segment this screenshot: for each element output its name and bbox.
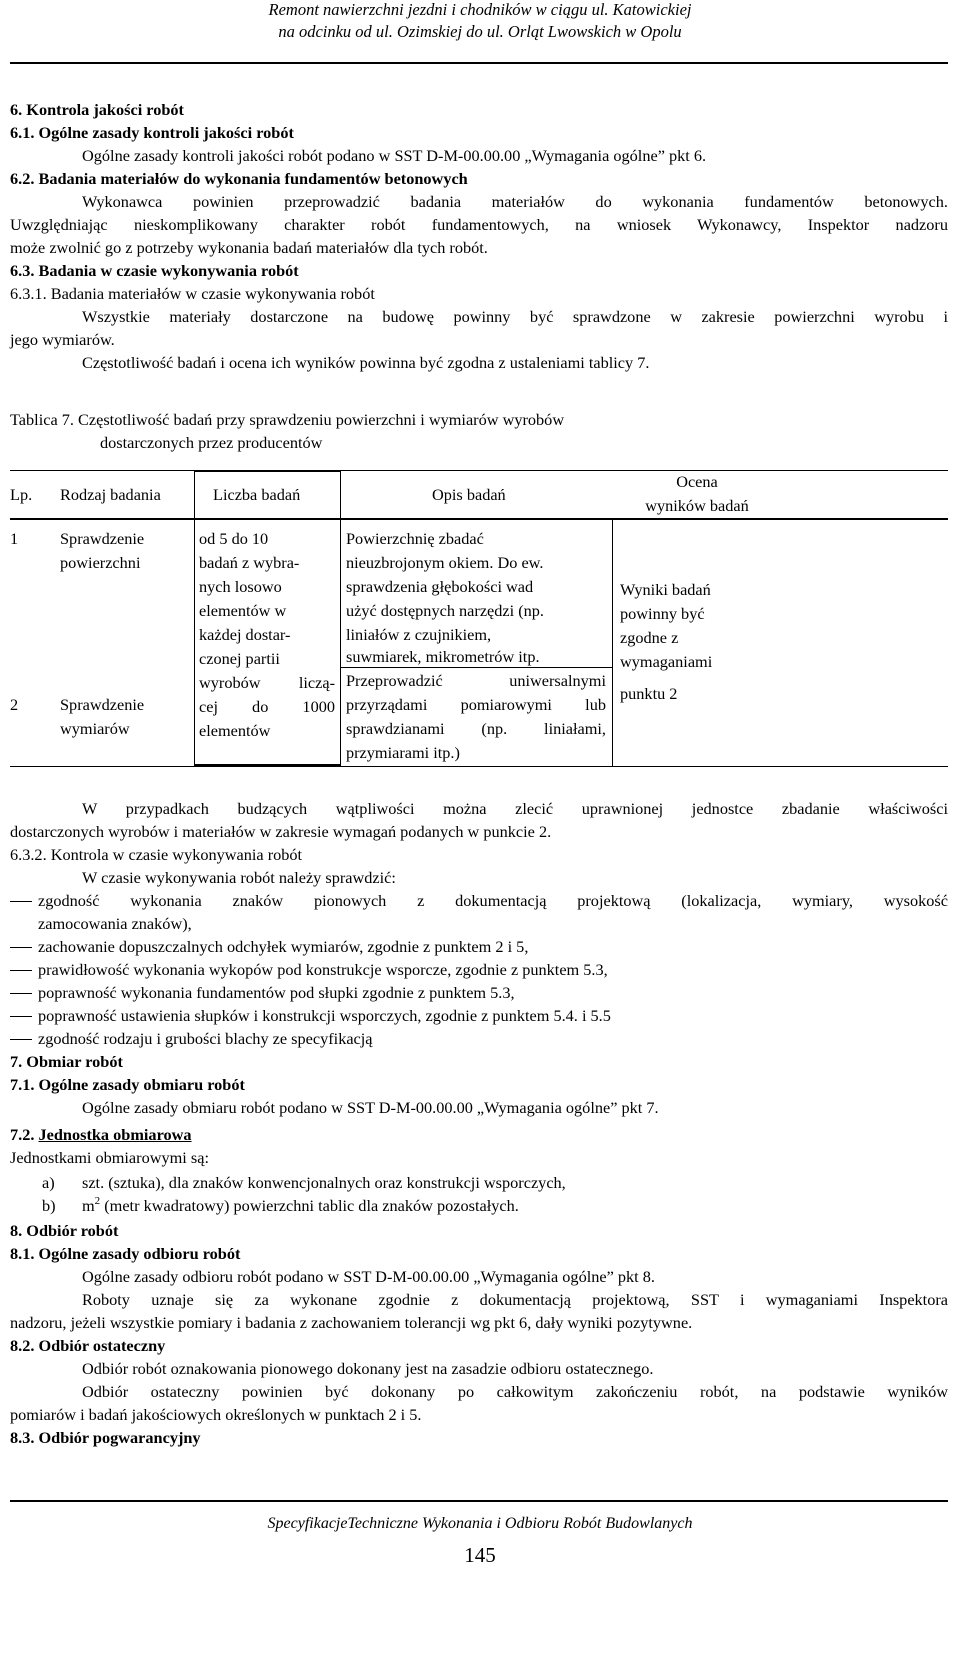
- row-2-rodzaj-line-2: wymiarów: [60, 719, 130, 738]
- section-6-3-1-paragraph-1b: jego wymiarów.: [10, 330, 115, 349]
- dash-icon: [10, 901, 32, 902]
- liczba-line-9: elementów: [199, 721, 271, 740]
- header-ocena: Ocena: [676, 472, 718, 491]
- table-header-border: [10, 518, 948, 520]
- header-line-1: Remont nawierzchni jezdni i chodników w ciągu ul. Katowickiej: [268, 0, 692, 19]
- liczba-line-5: każdej dostar-: [199, 625, 291, 644]
- liczba-column-left: [194, 470, 195, 766]
- section-7-title: 7. Obmiar robót: [10, 1052, 123, 1071]
- header-rule: [10, 62, 948, 64]
- list-label-a: a): [42, 1173, 55, 1192]
- footer-text: SpecyfikacjeTechniczne Wykonania i Odbioru Robót Budowlanych: [267, 1515, 693, 1532]
- table-caption-line-2: dostarczonych przez producentów: [100, 433, 323, 452]
- check-item-1b: zamocowania znaków),: [38, 914, 192, 933]
- row-2-opis-line-2: przyrządami pomiarowymi lub: [346, 695, 606, 714]
- header-lp: Lp.: [10, 485, 33, 504]
- dash-icon: [10, 993, 32, 994]
- section-6-2-paragraph-2b: może zwolnić go z potrzeby wykonania badań materiałów dla tych robót.: [10, 238, 488, 257]
- section-8-2-paragraph-2b: pomiarów i badań jakościowych określonych w punktach 2 i 5.: [10, 1405, 422, 1424]
- row-1-opis-line-5: liniałów z czujnikiem,: [346, 625, 492, 644]
- table-bottom-border: [10, 766, 948, 767]
- row-1-rodzaj-line-2: powierzchni: [60, 553, 141, 572]
- row-2-rodzaj-line-1: Sprawdzenie: [60, 695, 145, 714]
- section-6-2-paragraph-2a: Uwzględniając nieskomplikowany charakter robót fundamentowych, na wniosek Wykonawcy, Inspektor nadzoru: [10, 215, 948, 234]
- section-8-1-title: 8.1. Ogólne zasady odbioru robót: [10, 1244, 241, 1263]
- section-6-1-text: Ogólne zasady kontroli jakości robót podano w SST D-M-00.00.00 „Wymagania ogólne” pkt 6.: [82, 146, 707, 165]
- section-6-1-title: 6.1. Ogólne zasady kontroli jakości robót: [10, 123, 294, 142]
- row-1-opis-line-1: Powierzchnię zbadać: [346, 529, 484, 548]
- section-8-1-paragraph-b: nadzoru, jeżeli wszystkie pomiary i badania z zachowaniem tolerancji wg pkt 6, dały wyniki pozytywne.: [10, 1313, 693, 1332]
- section-6-3-1-title: 6.3.1. Badania materiałów w czasie wykonywania robót: [10, 284, 375, 303]
- check-item-2: zachowanie dopuszczalnych odchyłek wymiarów, zgodnie z punktem 2 i 5,: [38, 937, 529, 956]
- unit-item-b: [82, 1194, 519, 1217]
- check-item-5: poprawność ustawienia słupków i konstrukcji wsporczych, zgodnie z punktem 5.4. i 5.5: [38, 1006, 611, 1025]
- table-top-border: [10, 470, 948, 471]
- section-6-title: 6. Kontrola jakości robót: [10, 100, 184, 119]
- row-2-opis-line-3: sprawdzianami (np. liniałami,: [346, 719, 606, 738]
- liczba-column-bottom: [194, 764, 340, 766]
- header-wynikow-badan: wyników badań: [645, 496, 749, 515]
- section-7-1-title: 7.1. Ogólne zasady obmiaru robót: [10, 1075, 245, 1094]
- section-7-2-heading: Jednostka obmiarowa: [38, 1125, 192, 1144]
- check-item-3: prawidłowość wykonania wykopów pod konstrukcje wsporcze, zgodnie z punktem 5.3,: [38, 960, 608, 979]
- liczba-line-1: od 5 do 10: [199, 529, 269, 548]
- row-1-rodzaj-line-1: Sprawdzenie: [60, 529, 145, 548]
- row-1-lp: 1: [10, 529, 19, 548]
- unit-m: m: [82, 1196, 95, 1215]
- section-8-1-text: Ogólne zasady odbioru robót podano w SST D-M-00.00.00 „Wymagania ogólne” pkt 8.: [82, 1267, 655, 1286]
- section-8-2-paragraph-2a: Odbiór ostateczny powinien być dokonany po całkowitym zakończeniu robót, na podstawie wyników: [82, 1382, 948, 1401]
- ocena-line-1: Wyniki badań: [620, 580, 711, 599]
- section-7-2-title: [10, 1123, 192, 1146]
- dash-icon: [10, 1039, 32, 1040]
- dash-icon: [10, 947, 32, 948]
- liczba-column-right: [340, 470, 341, 766]
- row-1-opis-line-3: sprawdzenia głębokości wad: [346, 577, 534, 596]
- ocena-line-4: wymaganiami: [620, 652, 713, 671]
- list-label-b: b): [42, 1196, 56, 1215]
- liczba-line-3: nych losowo: [199, 577, 282, 596]
- row-2-lp: 2: [10, 695, 19, 714]
- ocena-line-2: powinny być: [620, 604, 705, 623]
- dash-icon: [10, 970, 32, 971]
- section-6-3-2-title: 6.3.2. Kontrola w czasie wykonywania robót: [10, 845, 303, 864]
- row-2-opis-line-1: Przeprowadzić uniwersalnymi: [346, 671, 606, 690]
- section-6-3-title: 6.3. Badania w czasie wykonywania robót: [10, 261, 299, 280]
- liczba-line-4: elementów w: [199, 601, 287, 620]
- row-1-opis-line-2: nieuzbrojonym okiem. Do ew.: [346, 553, 544, 572]
- section-8-3-title: 8.3. Odbiór pogwarancyjny: [10, 1428, 201, 1447]
- section-7-1-text: Ogólne zasady obmiaru robót podano w SST D-M-00.00.00 „Wymagania ogólne” pkt 7.: [82, 1098, 659, 1117]
- unit-exponent: 2: [94, 1195, 101, 1207]
- section-8-title: 8. Odbiór robót: [10, 1221, 119, 1240]
- ocena-column-left: [612, 518, 613, 766]
- doubt-paragraph-a: W przypadkach budzących wątpliwości można zlecić uprawnionej jednostce zbadanie właściwości: [82, 799, 948, 818]
- dash-icon: [10, 1016, 32, 1017]
- header-line-2: na odcinku od ul. Ozimskiej do ul. Orląt Lwowskich w Opolu: [278, 22, 682, 41]
- ocena-line-5: punktu 2: [620, 684, 678, 703]
- header-opis-badan: Opis badań: [432, 485, 506, 504]
- section-8-2-title: 8.2. Odbiór ostateczny: [10, 1336, 166, 1355]
- section-8-1-paragraph-a: Roboty uznaje się za wykonane zgodnie z dokumentacją projektową, SST i wymaganiami Inspektora: [82, 1290, 948, 1309]
- header-liczba-badan: Liczba badań: [213, 485, 301, 504]
- row-1-opis-line-4: użyć dostępnych narzędzi (np.: [346, 601, 545, 620]
- section-7-2-intro: Jednostkami obmiarowymi są:: [10, 1148, 209, 1167]
- check-item-1a: zgodność wykonania znaków pionowych z dokumentacją projektową (lokalizacja, wymiary, wysokość: [38, 891, 948, 910]
- liczba-line-7: wyrobów liczą-: [199, 673, 335, 692]
- liczba-line-6: czonej partii: [199, 649, 280, 668]
- section-6-3-1-paragraph-1a: Wszystkie materiały dostarczone na budowę powinny być sprawdzone w zakresie powierzchni wyrobu i: [82, 307, 948, 326]
- page-number: 145: [464, 1543, 496, 1567]
- row-2-opis-line-4: przymiarami itp.): [346, 743, 460, 762]
- row-1-opis-line-6: suwmiarek, mikrometrów itp.: [346, 647, 540, 666]
- section-6-2-title: 6.2. Badania materiałów do wykonania fundamentów betonowych: [10, 169, 468, 188]
- header-rodzaj-badania: Rodzaj badania: [60, 485, 161, 504]
- unit-item-b-text: (metr kwadratowy) powierzchni tablic dla znaków pozostałych.: [100, 1196, 519, 1215]
- unit-item-a: szt. (sztuka), dla znaków konwencjonalnych oraz konstrukcji wsporczych,: [82, 1173, 566, 1192]
- section-8-2-paragraph-1: Odbiór robót oznakowania pionowego dokonany jest na zasadzie odbioru ostatecznego.: [82, 1359, 654, 1378]
- liczba-column-top: [194, 470, 340, 472]
- liczba-line-2: badań z wybra-: [199, 553, 300, 572]
- doubt-paragraph-b: dostarczonych wyrobów i materiałów w zakresie wymagań podanych w punkcie 2.: [10, 822, 552, 841]
- section-7-2-number: 7.2.: [10, 1125, 39, 1144]
- footer-rule: [10, 1500, 948, 1502]
- check-item-6: zgodność rodzaju i grubości blachy ze specyfikacją: [38, 1029, 373, 1048]
- check-item-4: poprawność wykonania fundamentów pod słupki zgodnie z punktem 5.3,: [38, 983, 515, 1002]
- section-6-3-2-intro: W czasie wykonywania robót należy sprawdzić:: [82, 868, 396, 887]
- section-6-3-1-paragraph-2: Częstotliwość badań i ocena ich wyników powinna być zgodna z ustaleniami tablicy 7.: [82, 353, 650, 372]
- liczba-line-8: cej do 1000: [199, 697, 335, 716]
- table-caption-line-1: Tablica 7. Częstotliwość badań przy sprawdzeniu powierzchni i wymiarów wyrobów: [10, 410, 565, 429]
- section-6-2-paragraph-1: Wykonawca powinien przeprowadzić badania materiałów do wykonania fundamentów betonowych.: [82, 192, 948, 211]
- ocena-line-3: zgodne z: [620, 628, 679, 647]
